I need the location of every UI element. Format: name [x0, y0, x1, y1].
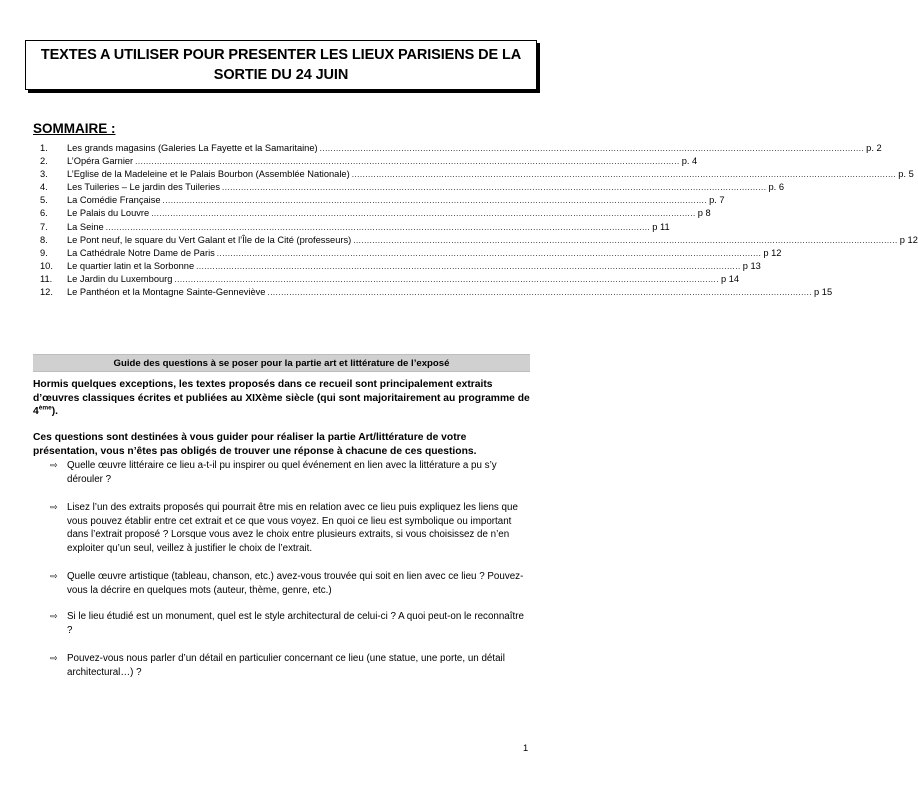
toc-item-number: 2. [40, 156, 48, 167]
toc-item[interactable] [40, 156, 698, 169]
toc-item-text: Le Palais du Louvre [67, 208, 150, 219]
arrow-right-icon: ⇨ [50, 502, 58, 512]
toc-item-number: 9. [40, 247, 48, 258]
toc-item-page: p. 6 [768, 182, 785, 193]
question-item [50, 652, 530, 679]
toc-item-number: 3. [40, 169, 48, 180]
toc-item[interactable] [40, 182, 785, 195]
question-text: Lisez l’un des extraits proposés qui pourrait être mis en relation avec ce lieu puis expliquez les liens que vous pouvez établir entre cet extrait et ce que vous voyez. En quoi ce lieu est symbolique ou important dans l’extrait proposé ? Lorsque vous avez le choix entre plusieurs extraits, si vous choisissez de n’en exploiter qu’un seul, veillez à justifier le choix de l’extrait. [67, 502, 518, 554]
toc-item-number: 4. [40, 182, 48, 193]
toc-item-text: Le Pont neuf, le square du Vert Galant et l’Île de la Cité (professeurs) [67, 234, 352, 245]
toc-item[interactable] [40, 143, 882, 156]
toc-leader-dots: ........................................................................................................................................................................................................ [216, 248, 762, 258]
toc-item-number: 8. [40, 234, 48, 245]
toc-item-page: p. 7 [709, 195, 725, 206]
toc-leader-dots: ........................................................................................................................................................................................................ [267, 288, 813, 298]
toc-item-number: 1. [40, 143, 48, 153]
question-item [50, 570, 530, 597]
toc-item-text: Les Tuileries – Le jardin des Tuileries [67, 182, 220, 193]
toc-leader-dots: ........................................................................................................................................................................................................ [196, 261, 741, 271]
toc-item[interactable] [40, 247, 782, 261]
toc-item-number: 7. [40, 221, 48, 232]
toc-item-text: La Seine [67, 221, 104, 232]
toc-leader-dots: ........................................................................................................................................................................................................ [135, 157, 680, 167]
toc-item[interactable] [40, 287, 833, 300]
toc-item-page: p. 4 [681, 156, 698, 167]
question-item [50, 610, 530, 637]
document-title-box [25, 40, 537, 90]
toc-leader-dots: ........................................................................................................................................................................................................ [105, 222, 651, 232]
toc-item-number: 12. [40, 287, 53, 298]
question-text: Quelle œuvre littéraire ce lieu a-t-il pu inspirer ou quel événement en lien avec la littérature a pu s’y dérouler ? [67, 460, 497, 485]
toc-item-text: La Comédie Française [67, 195, 161, 206]
arrow-right-icon: ⇨ [50, 571, 58, 581]
toc-item-page: p 14 [720, 273, 740, 284]
toc-item-number: 5. [40, 195, 48, 206]
toc-item-number: 11. [40, 273, 53, 284]
toc-leader-dots: ........................................................................................................................................................................................................ [174, 274, 719, 284]
arrow-right-icon: ⇨ [50, 460, 58, 470]
question-text: Si le lieu étudié est un monument, quel est le style architectural de celui-ci ? A quoi peut-on le reconnaître ? [67, 611, 524, 636]
toc-item-page: p 13 [742, 260, 761, 271]
toc-item[interactable] [40, 169, 914, 182]
page-number: 1 [523, 743, 529, 753]
toc-item-page: p 12 [899, 234, 918, 245]
toc-leader-dots: ........................................................................................................................................................................................................ [319, 144, 865, 153]
toc-leader-dots: ........................................................................................................................................................................................................ [151, 209, 696, 219]
toc-item-page: p 12 [763, 247, 782, 258]
toc-item-number: 10. [40, 260, 53, 271]
toc-leader-dots: ........................................................................................................................................................................................................ [162, 196, 708, 206]
toc-item-text: La Cathédrale Notre Dame de Paris [67, 247, 215, 258]
summary-heading: SOMMAIRE : [33, 121, 116, 136]
toc-leader-dots: ........................................................................................................................................................................................................ [351, 170, 897, 180]
intro-text: Hormis quelques exceptions, les textes proposés dans ce recueil sont principalement extraits d’œuvres classiques écrites et publiées au XIXème siècle (qui sont majoritairement au programme de 4 [33, 379, 530, 417]
toc-item-text: Le Panthéon et la Montagne Sainte-Gennevièvе [67, 287, 266, 298]
question-item [50, 459, 530, 486]
toc-item-page: p 11 [652, 221, 670, 232]
toc-item[interactable] [40, 234, 918, 248]
toc-item[interactable] [40, 208, 711, 221]
toc-item[interactable] [40, 195, 725, 208]
toc-item-page: p. 2 [866, 143, 882, 153]
question-item [50, 501, 530, 555]
arrow-right-icon: ⇨ [50, 611, 58, 621]
arrow-right-icon: ⇨ [50, 653, 58, 663]
document-title: TEXTES A UTILISER POUR PRESENTER LES LIEUX PARISIENS DE LA SORTIE DU 24 JUIN [40, 47, 522, 83]
toc-item-text: L’Opéra Garnier [67, 156, 134, 167]
question-text: Pouvez-vous nous parler d’un détail en particulier concernant ce lieu (une statue, une porte, un détail architectural…) ? [67, 653, 505, 678]
toc-item-page: p 8 [697, 208, 711, 219]
toc-item-page: p 15 [814, 287, 833, 298]
toc-item[interactable] [40, 221, 670, 235]
toc-item-text: L’Eglise de la Madeleine et le Palais Bourbon (Assemblée Nationale) [67, 169, 350, 180]
intro-paragraph [33, 378, 530, 419]
toc-item-text: Les grands magasins (Galeries La Fayette et la Samaritaine) [67, 143, 318, 153]
toc-leader-dots: ........................................................................................................................................................................................................ [353, 235, 898, 245]
instructions-paragraph: Ces questions sont destinées à vous guider pour réaliser la partie Art/littérature de votre présentation, vous n’êtes pas obligés de trouver une réponse à chacune de ces questions. [33, 432, 477, 457]
toc-leader-dots: ........................................................................................................................................................................................................ [221, 183, 767, 193]
toc-item-text: Le Jardin du Luxembourg [67, 273, 173, 284]
toc-item[interactable] [40, 273, 740, 287]
toc-item[interactable] [40, 260, 761, 274]
question-text: Quelle œuvre artistique (tableau, chanson, etc.) avez-vous trouvée qui soit en lien avec ce lieu ? Pouvez-vous la décrire en quelques mots (auteur, thème, genre, etc.) [67, 571, 524, 596]
guide-heading-bar [33, 354, 530, 372]
guide-heading: Guide des questions à se poser pour la partie art et littérature de l’exposé [113, 357, 450, 369]
toc-item-text: Le quartier latin et la Sorbonne [67, 260, 195, 271]
intro-text-end: ). [51, 406, 59, 417]
toc-item-page: p. 5 [898, 169, 914, 180]
table-of-contents [40, 143, 918, 300]
toc-item-number: 6. [40, 208, 48, 219]
intro-superscript: ème [38, 404, 52, 412]
